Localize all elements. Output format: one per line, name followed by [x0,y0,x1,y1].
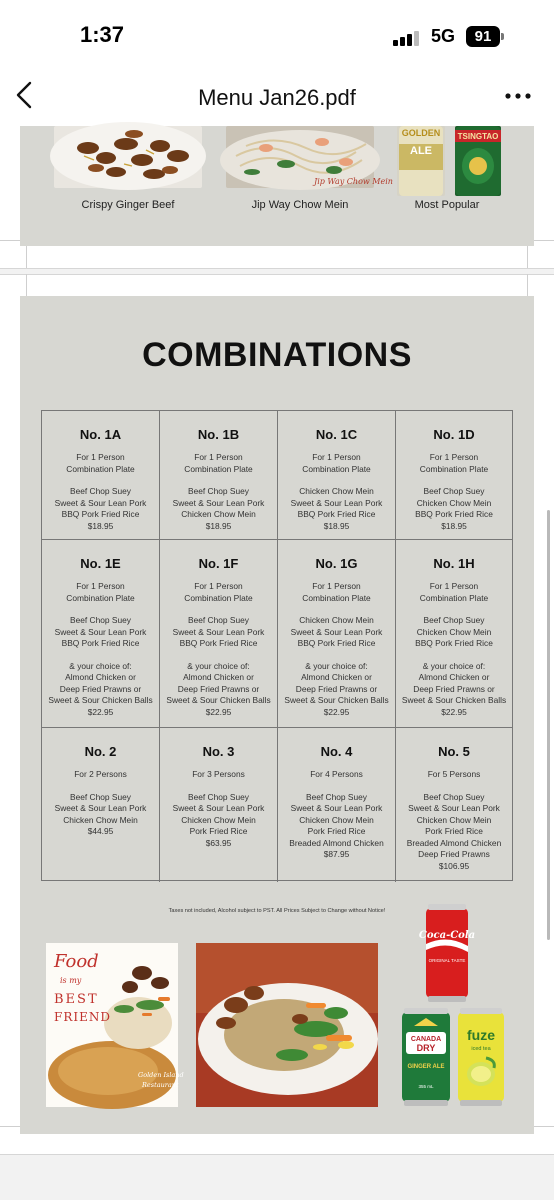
combo-price: $18.95 [205,520,232,531]
combo-cell [396,540,512,728]
combo-cell [278,540,396,728]
combo-number: No. 1H [433,556,475,571]
combinations-title: COMBINATIONS [142,336,412,374]
combo-item: For 1 Person [312,452,361,462]
combo-cell [396,728,512,882]
combo-item: Deep Fried Prawns [418,849,490,859]
combo-item: Chicken Chow Mein [181,814,256,825]
combo-item: Chicken Chow Mein [63,814,138,825]
combo-price: $18.95 [323,520,350,531]
golden-ale-can [397,126,445,196]
combo-item: Pork Fried Rice [189,826,248,836]
chow-mein-watermark: Jip Way Chow Mein [314,177,393,186]
combo-item: Beef Chop Suey [306,791,367,802]
chow-mein-photo [226,126,393,188]
combo-item: Beef Chop Suey [423,791,485,802]
combo-price: $22.95 [87,706,114,717]
combo-number: No. 4 [320,744,353,759]
combo-number: No. 1E [80,556,121,571]
combo-item: & your choice of: [69,660,132,671]
food-poster-image [46,943,184,1107]
combo-item: Almond Chicken or [183,672,254,682]
combo-price: $63.95 [205,837,232,848]
combo-price: $22.95 [205,706,232,717]
combo-number: No. 5 [438,744,470,759]
combo-item: Combination Plate [184,463,253,474]
combo-cell [278,411,396,540]
combo-number: No. 1F [198,556,239,571]
combo-item: For 1 Person [194,581,243,591]
tsingtao-bottle [455,126,501,196]
combo-item: For 1 Person [312,581,361,591]
combo-item: Breaded Almond Chicken [289,837,384,848]
fuze-brand: fuze [467,1027,495,1043]
pdf-viewer[interactable] [0,126,554,1200]
signal-icon [393,30,421,46]
combo-item: Beef Chop Suey [70,486,131,496]
combo-item: Beef Chop Suey [188,791,249,802]
poster-line-is-my: is my [60,976,82,985]
combo-item: Sweet & Sour Lean Pork [290,497,383,508]
combo-number: No. 1D [433,427,475,442]
combo-item: For 1 Person [76,452,125,462]
combo-price: $18.95 [87,520,114,531]
combo-item: For 4 Persons [310,769,363,779]
combo-item: Combination Plate [419,592,489,603]
poster-line-food: Food [54,951,99,972]
combo-cell [396,411,512,540]
combo-item: Beef Chop Suey [70,791,131,802]
coke-brand-label: Coca-Cola [418,930,476,941]
combo-item: Sweet & Sour Lean Pork [54,497,147,508]
poster-brand-type: Restaurant [142,1081,179,1089]
combo-item: BBQ Pork Fried Rice [61,638,140,648]
combo-item: Deep Fried Prawns or [413,683,495,694]
more-icon [504,80,532,110]
combo-item: Almond Chicken or [65,672,136,682]
combo-price: $87.95 [323,849,350,859]
combo-item: Almond Chicken or [418,672,490,682]
ginger-beef-photo [54,126,202,188]
combo-item: Chicken Chow Mein [299,486,374,496]
combo-item: Chicken Chow Mein [416,814,492,825]
combo-price: $44.95 [87,826,114,836]
coke-taste-label: ORIGINAL TASTE [428,958,466,963]
combo-item: Combination Plate [419,463,489,474]
combinations-table [41,410,513,881]
combo-item: Chicken Chow Mein [299,615,374,625]
combo-item: Sweet & Sour Lean Pork [54,626,147,637]
combo-item: Sweet & Sour Lean Pork [172,626,265,637]
combo-number: No. 2 [84,744,117,759]
combo-item: Sweet & Sour Chicken Balls [284,695,389,705]
combo-item: Deep Fried Prawns or [59,683,142,694]
svg-text:ALE: ALE [410,145,432,157]
combo-item: BBQ Pork Fried Rice [297,638,376,648]
combo-price: $22.95 [441,706,467,717]
network-type: 5G [431,26,456,46]
poster-brand-name: Golden Island [138,1071,184,1079]
combo-item: Sweet & Sour Lean Pork [54,803,147,813]
combo-item: Beef Chop Suey [188,486,249,496]
combo-item: For 1 Person [429,452,479,462]
combo-item: Sweet & Sour Chicken Balls [166,695,271,705]
combo-item: For 1 Person [76,581,125,591]
combo-item: & your choice of: [305,660,368,671]
combo-price: $22.95 [323,706,350,717]
combo-price: $106.95 [438,860,470,871]
canada-dry-flavor: GINGER ALE [407,1064,445,1070]
combo-item: Combination Plate [66,592,135,603]
combo-cell [42,540,160,728]
combo-item: Combination Plate [184,592,253,603]
combo-number: No. 1B [197,427,240,442]
combo-item: Sweet & Sour Lean Pork [290,803,383,813]
combo-cell [42,411,160,540]
combo-item: Sweet & Sour Chicken Balls [401,695,507,705]
caption-most-popular: Most Popular [414,199,480,211]
combo-item: Beef Chop Suey [70,615,131,625]
combo-cell [42,728,160,882]
combo-item: Breaded Almond Chicken [406,837,502,848]
combo-item: Chicken Chow Mein [416,497,492,508]
combo-number: No. 3 [202,744,235,759]
scrollbar[interactable] [547,510,550,940]
combo-item: Chicken Chow Mein [299,814,374,825]
canada-dry-can [400,1008,452,1106]
combo-item: Beef Chop Suey [188,615,249,625]
combo-item: BBQ Pork Fried Rice [415,509,493,519]
poster-line-best: BEST [54,992,99,1007]
combo-price: $18.95 [441,520,467,531]
combo-item: Combination Plate [302,592,371,603]
combo-item: For 5 Persons [427,769,481,779]
combo-item: & your choice of: [422,660,486,671]
combo-item: & your choice of: [187,660,250,671]
combo-item: Chicken Chow Mein [416,626,492,637]
combo-item: For 2 Persons [74,769,127,779]
combo-item: Sweet & Sour Chicken Balls [48,695,153,705]
svg-text:TSINGTAO: TSINGTAO [457,132,499,141]
combination-plate-photo [196,943,378,1107]
caption-chow-mein: Jip Way Chow Mein [251,199,349,211]
combo-item: Beef Chop Suey [423,486,485,496]
combo-item: Pork Fried Rice [307,826,366,836]
combo-item: Deep Fried Prawns or [177,683,260,694]
disclaimer-text: Taxes not included, Alcohol subject to PST. All Prices Subject to Change without Notice! [168,908,386,914]
golden-ale-label: GOLDEN [401,128,441,138]
nav-bar [0,72,554,126]
combo-item: Combination Plate [302,463,371,474]
combo-item: Sweet & Sour Lean Pork [290,626,383,637]
combo-item: Almond Chicken or [301,672,372,682]
caption-ginger-beef: Crispy Ginger Beef [81,199,175,211]
status-time: 1:37 [80,22,125,47]
coca-cola-can [418,904,476,1002]
combo-item: For 1 Person [194,452,243,462]
combo-cell [160,728,278,882]
combo-item: Deep Fried Prawns or [295,683,378,694]
combo-item: BBQ Pork Fried Rice [61,509,140,519]
fuze-iced-tea-can [456,1008,506,1106]
combo-item: BBQ Pork Fried Rice [179,638,258,648]
document-title: Menu Jan26.pdf [198,85,356,110]
combo-number: No. 1A [79,427,122,442]
combo-number: No. 1C [315,427,358,442]
more-button[interactable] [504,80,532,116]
combo-item: Combination Plate [66,463,135,474]
fuze-flavor: iced tea [471,1046,491,1052]
combo-item: Sweet & Sour Lean Pork [172,497,265,508]
combo-number: No. 1G [315,556,358,571]
combo-item: Pork Fried Rice [425,826,483,836]
canada-dry-brand: CANADA [410,1036,442,1043]
canada-dry-brand-2: DRY [416,1043,436,1053]
combo-item: Sweet & Sour Lean Pork [408,803,500,813]
combo-cell [278,728,396,882]
combo-item: Chicken Chow Mein [181,509,256,519]
combo-item: For 3 Persons [192,769,245,779]
combo-item: Sweet & Sour Lean Pork [172,803,265,813]
battery-icon: 91 [466,26,500,47]
combo-item: For 1 Person [429,581,479,591]
canada-dry-volume: 355 mL [418,1084,434,1089]
combo-cell [160,540,278,728]
combo-cell [160,411,278,540]
status-bar [0,0,554,72]
poster-line-friend: FRIEND [54,1010,111,1024]
combo-item: BBQ Pork Fried Rice [297,509,376,519]
combo-item: BBQ Pork Fried Rice [415,638,493,648]
combo-item: Beef Chop Suey [423,615,485,625]
